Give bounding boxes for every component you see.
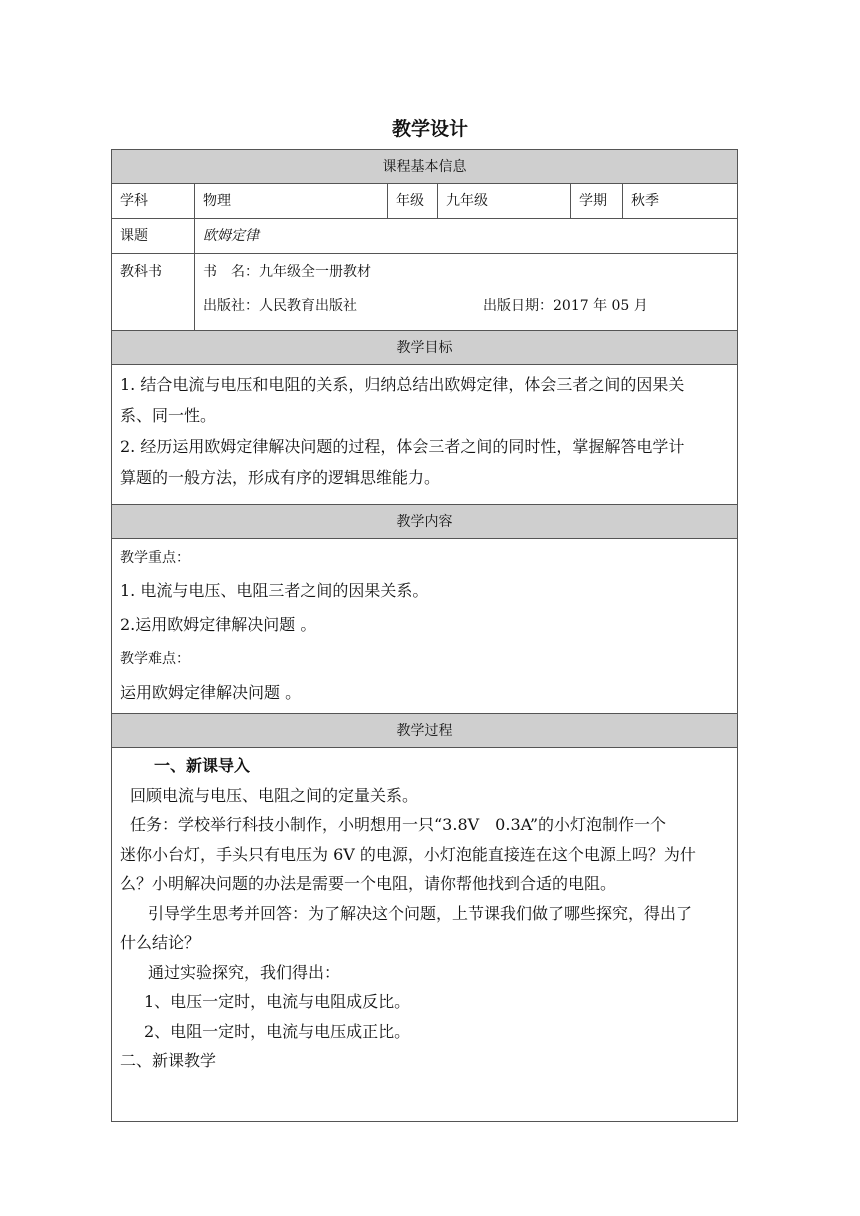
grade-value: 九年级 [438,184,571,219]
process-heading-1: 一、新课导入 [154,756,251,775]
subject-value: 物理 [195,184,388,219]
difficult-points-label: 教学难点： [120,651,190,667]
objective-1-line-1: 1. 结合电流与电压和电阻的关系，归纳总结出欧姆定律，体会三者之间的因果关 [120,375,685,394]
publisher-row [203,296,729,316]
lesson-plan-table [111,149,738,1122]
term-label: 学期 [571,184,623,219]
grade-label: 年级 [388,184,438,219]
section-header-basic-info: 课程基本信息 [112,150,738,184]
publisher: 出版社：人民教育出版社 [203,298,357,314]
conclusion-2: 2、电阻一定时，电流与电压成正比。 [144,1021,411,1041]
task-line-3: 么？小明解决问题的办法是需要一个电阻，请你帮他找到合适的电阻。 [120,874,617,893]
topic-label: 课题 [112,219,195,254]
objective-2-line-1: 2. 经历运用欧姆定律解决问题的过程，体会三者之间的同时性，掌握解答电学计 [120,437,685,456]
guide-line-1: 引导学生思考并回答：为了解决这个问题，上节课我们做了哪些探究，得出了 [148,903,693,923]
conclusion-1: 1、电压一定时，电流与电阻成反比。 [144,992,411,1011]
document-title: 教学设计 [391,118,468,140]
textbook-info [195,254,738,331]
task-line-2: 迷你小台灯，手头只有电压为 6V 的电源，小灯泡能直接连在这个电源上吗？为什 [120,844,696,864]
process-review: 回顾电流与电压、电阻之间的定量关系。 [130,785,419,805]
experiment-intro: 通过实验探究，我们得出： [148,962,341,982]
key-point-2: 2.运用欧姆定律解决问题 。 [120,615,317,634]
section-header-content: 教学内容 [112,505,738,539]
section-header-process: 教学过程 [112,714,738,748]
task-line-1: 任务：学校举行科技小制作，小明想用一只“3.8V 0.3A”的小灯泡制作一个 [130,815,667,834]
topic-value: 欧姆定律 [195,219,738,254]
objective-2-line-2: 算题的一般方法，形成有序的逻辑思维能力。 [120,468,441,487]
difficult-point-1: 运用欧姆定律解决问题 。 [120,683,302,702]
book-name: 书 名：九年级全一册教材 [203,264,371,280]
guide-line-2: 什么结论？ [120,933,201,952]
publish-date: 出版日期：2017 年 05 月 [483,298,648,314]
process-heading-2: 二、新课教学 [120,1051,217,1070]
content-body [112,539,738,714]
key-point-1: 1. 电流与电压、电阻三者之间的因果关系。 [120,581,429,600]
section-header-objectives: 教学目标 [112,331,738,365]
process-body [112,748,738,1122]
subject-label: 学科 [112,184,195,219]
term-value: 秋季 [623,184,738,219]
textbook-label: 教科书 [112,254,195,331]
key-points-label: 教学重点： [120,550,190,566]
objective-1-line-2: 系、同一性。 [120,406,217,425]
objectives-body [112,365,738,505]
